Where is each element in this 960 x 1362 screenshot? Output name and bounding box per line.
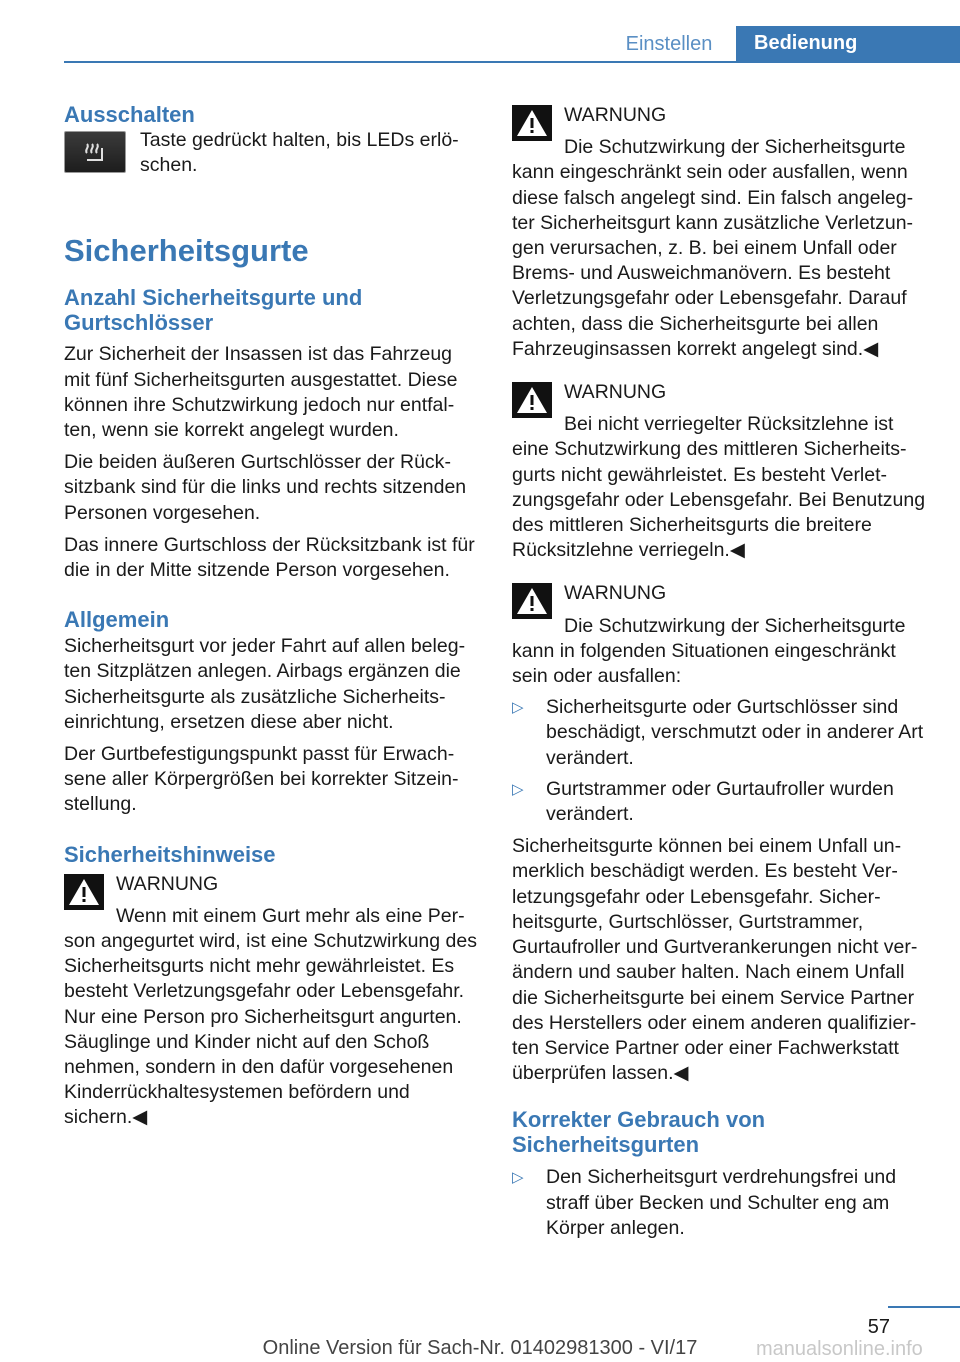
- allgemein-paragraph-2: Der Gurtbefestigungspunkt passt für Erwachsene aller Körpergrößen bei korrekter Sitzeinstellung.: [64, 743, 459, 816]
- korrekter-gebrauch-heading: Korrekter Gebrauch von Sicherheitsgurten: [512, 1107, 766, 1158]
- warning-1-label: WARNUNG: [116, 872, 219, 895]
- warning-triangle-icon: [512, 583, 552, 619]
- tab-einstellen[interactable]: Einstellen: [625, 33, 713, 55]
- ausschalten-row: [64, 129, 478, 178]
- warning-3: [512, 380, 926, 563]
- anzahl-paragraph-3: Das innere Gurtschloss der Rücksitzbank ist für die in der Mitte sitzende Person vorgesehen.: [64, 533, 475, 582]
- allgemein-heading: Allgemein: [64, 607, 170, 633]
- anzahl-paragraph-1: Zur Sicherheit der Insassen ist das Fahrzeug mit fünf Sicherheitsgurten ausgestattet. Diese können ihre Schutzwirkung jedoch nur entfalten, wenn sie korrekt angelegt wurden.: [64, 343, 458, 442]
- warning-2-text: Die Schutzwirkung der Sicherheitsgurte kann eingeschränkt sein oder ausfallen, wenn diese falsch angelegt sind. Ein falsch angelegter Sicherheitsgurt kann zusätzliche Verletzungen verursachen, z. B. bei einem Unfall oder Brems- und Ausweichmanövern. Es besteht Verletzungsgefahr oder Lebensgefahr. Darauf achten, dass die Sicherheitsgurte bei allen Fahrzeuginsassen korrekt angelegt sind.◀: [512, 136, 914, 360]
- warning-triangle-icon: [512, 382, 552, 418]
- right-column: [512, 102, 926, 1241]
- triangle-bullet-icon: ▷: [512, 1169, 524, 1187]
- anzahl-heading: Anzahl Sicherheitsgurte und Gurtschlösser: [64, 285, 363, 336]
- tab-bedienung[interactable]: Bedienung: [736, 26, 960, 61]
- triangle-bullet-icon: ▷: [512, 780, 524, 798]
- list-item: ▷ Den Sicherheitsgurt verdrehungsfrei und straff über Becken und Schulter eng am Körper anlegen.: [512, 1166, 897, 1239]
- warning-triangle-icon: [64, 874, 104, 910]
- allgemein-paragraph-1: Sicherheitsgurt vor jeder Fahrt auf allen belegten Sitzplätzen anlegen. Airbags ergänzen die Sicherheitsgurte als zusätzliche Sicherheitseinrichtung, ersetzen diese aber nicht.: [64, 635, 466, 733]
- warning-triangle-icon: [512, 105, 552, 141]
- ausschalten-text: Taste gedrückt halten, bis LEDs erlöschen.: [140, 129, 459, 177]
- header-rule: [64, 61, 960, 63]
- warning-4-label: WARNUNG: [564, 582, 667, 605]
- triangle-bullet-icon: ▷: [512, 699, 524, 717]
- warning-3-label: WARNUNG: [564, 381, 667, 404]
- watermark: manualsonline.info: [756, 1338, 923, 1360]
- warning-3-text: Bei nicht verriegelter Rücksitzlehne ist eine Schutzwirkung des mittleren Sicherheitsgurts nicht gewährleistet. Es besteht Verletzungsgefahr oder Lebensgefahr. Bei Benutzung des mittleren Sicherheitsgurts die breitere Rücksitzlehne verriegeln.◀: [512, 413, 926, 562]
- sicherheitsgurte-title: Sicherheitsgurte: [64, 233, 309, 269]
- warning-2-label: WARNUNG: [564, 104, 667, 126]
- seat-heating-button-icon: [64, 131, 126, 173]
- page-number: 57: [867, 1316, 890, 1338]
- page-number-rule: [888, 1306, 960, 1308]
- warning-1-text: Wenn mit einem Gurt mehr als eine Person angegurtet wird, ist eine Schutzwirkung des Sicherheitsgurts nicht mehr gewährleistet. Es besteht Verletzungsgefahr oder Lebensgefahr. Nur eine Person pro Sicherheitsgurt angurten. Säuglinge und Kinder nicht auf den Schoß nehmen, sondern in den dafür vorgesehenen Kinderrückhaltesystemen befördern und sichern.◀: [64, 904, 477, 1129]
- warning-4-text: Die Schutzwirkung der Sicherheitsgurte kann in folgenden Situationen eingeschränkt sein oder ausfallen:: [512, 614, 906, 688]
- left-column: [64, 102, 478, 1131]
- warning-2: [512, 103, 926, 362]
- list-item: ▷ Sicherheitsgurte oder Gurtschlösser sind beschädigt, verschmutzt oder in anderer Art verändert.: [512, 696, 924, 769]
- sicherheitshinweise-heading: Sicherheitshinweise: [64, 841, 276, 867]
- korrekt-list: [512, 1165, 926, 1241]
- ausschalten-heading: Ausschalten: [64, 102, 195, 127]
- warning-4-list: [512, 695, 926, 827]
- online-version-footer: Online Version für Sach-Nr. 01402981300 - VI/17: [262, 1337, 698, 1359]
- anzahl-paragraph-2: Die beiden äußeren Gurtschlösser der Rücksitzbank sind für die links und rechts sitzenden Personen vorgesehen.: [64, 451, 467, 524]
- list-item: ▷ Gurtstrammer oder Gurtaufroller wurden verändert.: [512, 777, 894, 826]
- warning-4: [512, 581, 926, 689]
- warning-1: [64, 872, 478, 1131]
- warning-4-after-text: Sicherheitsgurte können bei einem Unfall unmerklich beschädigt werden. Es besteht Verletzungsgefahr oder Lebensgefahr. Sicherheitsgurte, Gurtschlösser, Gurtstrammer, Gurtaufroller und Gurtverankerungen nicht verändern und sauber halten. Nach einem Unfall die Sicherheitsgurte bei einem Service Partner des Herstellers oder einem anderen qualifizierten Service Partner oder einer Fachwerkstatt überprüfen lassen.◀: [512, 835, 918, 1085]
